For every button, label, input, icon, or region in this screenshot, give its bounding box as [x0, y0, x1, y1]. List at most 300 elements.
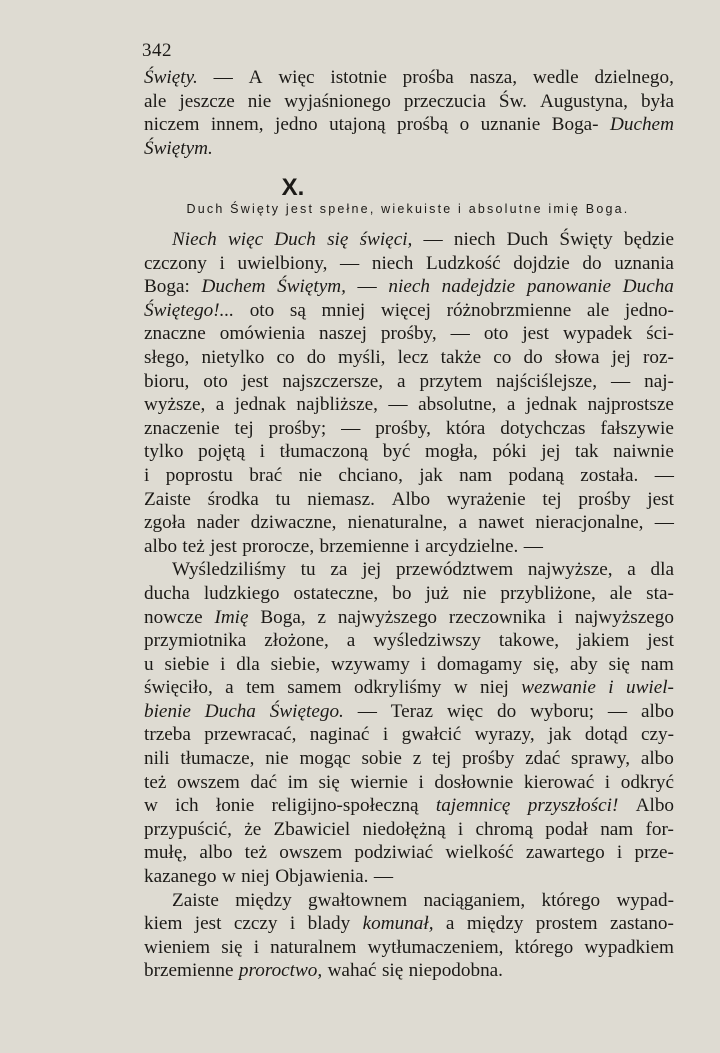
text-line: [144, 228, 674, 252]
word: a: [215, 394, 225, 416]
text-line: [144, 90, 674, 114]
word: —: [357, 700, 377, 722]
word: tej: [432, 748, 452, 770]
text-line: [144, 440, 674, 464]
word: się,: [533, 653, 560, 675]
word: wedle: [532, 67, 579, 88]
word: i: [616, 842, 623, 864]
word: —: [340, 252, 360, 274]
word: prośbą: [396, 114, 449, 136]
word: jej: [362, 559, 382, 581]
word: tylko: [144, 441, 184, 463]
word: także: [440, 346, 482, 368]
word: sprawy,: [571, 748, 631, 770]
word: w: [144, 795, 158, 817]
text-line: [144, 488, 674, 512]
word: wyboru;: [530, 700, 595, 722]
word: omówienia: [219, 323, 306, 345]
word: tak: [575, 441, 599, 463]
word: aby: [570, 653, 598, 675]
word: prośby,: [375, 417, 431, 439]
word: słego,: [144, 346, 190, 368]
word: tajemnicę: [435, 795, 511, 817]
word: jej: [541, 441, 561, 463]
word: ostateczne,: [293, 582, 379, 604]
word: więc: [446, 700, 484, 722]
text-line: [144, 629, 674, 653]
word: i: [382, 724, 389, 746]
word: brzemienne: [319, 535, 409, 557]
text-line: [144, 700, 674, 724]
word: naturalnem: [270, 936, 357, 958]
word: naszej: [318, 323, 367, 345]
word: niej: [241, 866, 270, 888]
word: Augustyna,: [540, 90, 628, 112]
word: święci,: [359, 229, 413, 250]
word: tem: [246, 677, 275, 699]
word: Teraz: [390, 700, 434, 722]
word: święciło,: [144, 677, 213, 699]
word: z: [412, 748, 422, 770]
word: najwyższego: [574, 606, 674, 628]
word: brzemienne: [144, 960, 234, 982]
word: Ducha: [622, 276, 674, 298]
word: i: [414, 535, 420, 557]
word: Świętego!...: [144, 299, 235, 321]
word: tłumaczoną: [279, 441, 369, 463]
word: podziwiać: [354, 842, 434, 864]
word: sobie: [361, 748, 402, 770]
word: dotąd: [584, 724, 628, 746]
word: z: [317, 606, 327, 628]
word: przybliżone,: [500, 582, 596, 604]
text-line: [144, 747, 674, 771]
word: znaczne: [144, 323, 206, 345]
word: Duch: [506, 229, 549, 250]
word: wieniem: [144, 936, 211, 958]
word: a: [225, 677, 234, 699]
word: tłumacze,: [180, 748, 255, 770]
word: wyrazy,: [474, 724, 535, 746]
word: między: [235, 889, 292, 911]
word: wiernie: [350, 771, 408, 793]
word: myśli,: [338, 346, 386, 368]
word: kiem: [144, 913, 183, 935]
word: i: [253, 936, 260, 958]
word: oto: [203, 370, 228, 392]
word: Święty: [559, 229, 613, 250]
word: znaczenie: [144, 417, 220, 439]
word: kierować: [523, 771, 595, 793]
word: niech: [371, 252, 414, 274]
word: była: [640, 90, 674, 112]
word: ale: [609, 582, 633, 604]
word: Świętego.: [269, 700, 344, 722]
chapter-number: X.: [281, 174, 305, 201]
word: też: [182, 535, 205, 557]
word: niech: [388, 276, 430, 298]
word: też: [144, 771, 167, 793]
word: prorocze,: [242, 535, 315, 557]
text-line: [144, 818, 674, 842]
word: Wyśledziliśmy: [172, 559, 286, 581]
word: istotnie: [330, 67, 387, 88]
word: —: [654, 512, 674, 534]
word: nienaturalne,: [347, 512, 448, 534]
word: do: [497, 700, 517, 722]
word: Albo: [391, 488, 431, 510]
word: naciąganiem,: [423, 889, 526, 911]
word: się: [381, 960, 404, 982]
word: się: [221, 936, 243, 958]
word: nader: [196, 512, 240, 534]
word: Zaiste: [144, 488, 191, 510]
word: fałszywie: [600, 417, 674, 439]
word: poprostu: [165, 464, 233, 486]
word: do: [523, 346, 543, 368]
word: przewództwem: [395, 559, 514, 581]
word: blady: [307, 913, 351, 935]
text-line: [144, 370, 674, 394]
word: i: [144, 464, 150, 486]
word: albo: [144, 535, 178, 557]
chapter-title: Duch Święty jest spełne, wiekuiste i absolutne imię Boga.: [186, 202, 630, 216]
word: wezwanie: [521, 677, 596, 699]
word: nieracjonalne,: [535, 512, 644, 534]
word: i: [418, 771, 424, 793]
word: —: [610, 370, 631, 392]
word: niech: [453, 229, 496, 250]
word: wypad-: [616, 889, 674, 911]
word: a: [458, 512, 468, 534]
word: być: [382, 441, 411, 463]
word: —: [607, 700, 628, 722]
word: jak: [548, 724, 572, 746]
text-line: [144, 794, 674, 818]
word: najszczersze,: [282, 370, 384, 392]
word: oto: [483, 323, 509, 345]
word: innem,: [210, 114, 264, 136]
word: mułę,: [144, 842, 188, 864]
word: bioru,: [144, 370, 190, 392]
word: Świętym,: [277, 276, 346, 298]
text-line: [144, 959, 674, 983]
word: jedno: [275, 114, 318, 136]
word: owszem: [176, 771, 240, 793]
word: i: [604, 771, 611, 793]
word: wyrażenie: [446, 488, 526, 510]
word: przytem: [419, 370, 483, 392]
word: która: [445, 417, 486, 439]
text-line: [144, 676, 674, 700]
word: nietylko: [201, 346, 265, 368]
word: a: [346, 630, 356, 652]
word: brać: [249, 464, 283, 486]
text-line: [144, 113, 674, 137]
word: wyśledziwszy: [373, 630, 481, 652]
page-number: 342: [142, 40, 172, 61]
word: wypadek: [562, 323, 633, 345]
word: do: [582, 252, 602, 274]
word: zawartego: [525, 842, 605, 864]
word: sta-: [646, 582, 674, 604]
word: niczem: [144, 114, 200, 136]
word: póki: [492, 441, 527, 463]
word: mogąc: [299, 748, 351, 770]
text-line: [144, 653, 674, 677]
word: jest: [210, 535, 237, 557]
text-line: [144, 606, 674, 630]
word: środka: [207, 488, 259, 510]
text-line: [144, 346, 674, 370]
text-line: [144, 582, 674, 606]
text-line: [144, 912, 674, 936]
word: są: [289, 299, 306, 321]
text-line: [144, 464, 674, 488]
word: Ducha: [204, 700, 256, 722]
word: bo: [392, 582, 412, 604]
word: nawet: [478, 512, 525, 534]
word: się: [327, 229, 349, 250]
word: nie: [265, 748, 289, 770]
word: religijno-społeczną: [271, 795, 419, 817]
word: zastano-: [609, 913, 674, 935]
word: arcydzielne.: [425, 535, 519, 557]
word: nowcze: [144, 606, 203, 628]
word: Boga:: [144, 276, 190, 298]
text-line: [144, 393, 674, 417]
text-line: [144, 299, 674, 323]
word: jedno-: [624, 299, 674, 321]
word: ale: [144, 90, 167, 112]
word: tej: [542, 488, 562, 510]
text-line: [144, 322, 674, 346]
word: chromą: [475, 818, 534, 840]
word: więcej: [380, 299, 431, 321]
word: złożone,: [264, 630, 329, 652]
text-line: [144, 417, 674, 441]
word: w: [453, 677, 468, 699]
word: i: [457, 818, 464, 840]
word: jej: [611, 346, 631, 368]
word: utajoną: [329, 114, 386, 136]
word: i: [259, 441, 265, 463]
word: i: [289, 913, 296, 935]
text-line: [144, 865, 674, 889]
word: pojętą: [198, 441, 245, 463]
text-line: [144, 535, 674, 559]
word: najprostsze: [587, 394, 674, 416]
word: przewracać,: [204, 724, 297, 746]
word: dla: [236, 653, 260, 675]
word: dla: [650, 559, 674, 581]
word: dotychczas: [500, 417, 586, 439]
word: owszem: [279, 842, 343, 864]
word: czczy: [233, 913, 278, 935]
word: Duch: [274, 229, 316, 250]
word: niedołężną: [362, 818, 446, 840]
word: słowa: [554, 346, 600, 368]
word: Świętym.: [144, 137, 213, 159]
word: ale: [586, 299, 610, 321]
word: wyższe,: [144, 394, 206, 416]
word: —: [450, 323, 470, 345]
word: prośby,: [380, 323, 437, 345]
word: więc: [227, 229, 264, 250]
word: Duchem: [201, 276, 266, 298]
word: trzeba: [144, 724, 191, 746]
word: roz-: [642, 346, 674, 368]
word: albo: [640, 700, 674, 722]
word: i: [420, 653, 427, 675]
word: jednak: [525, 394, 578, 416]
word: a: [627, 559, 636, 581]
word: wielkość: [445, 842, 514, 864]
word: czy-: [640, 724, 674, 746]
word: jest: [194, 913, 222, 935]
text-line: [144, 275, 674, 299]
word: co: [493, 346, 512, 368]
word: dosłownie: [434, 771, 514, 793]
word: Objawienia.: [275, 866, 369, 888]
word: prze-: [634, 842, 674, 864]
word: u: [144, 653, 154, 675]
word: ści-: [646, 323, 674, 345]
word: oto: [249, 299, 275, 321]
word: jest: [647, 630, 674, 652]
word: naj-: [644, 370, 674, 392]
word: gwałcić: [401, 724, 462, 746]
word: nam: [459, 464, 493, 486]
text-line: [144, 841, 674, 865]
word: nie: [247, 90, 272, 112]
text-line: [144, 252, 674, 276]
word: nasza,: [469, 67, 518, 88]
word: —: [357, 276, 377, 298]
word: uznanie: [480, 114, 541, 136]
word: —: [373, 866, 394, 888]
word: mogła,: [425, 441, 478, 463]
word: dzielnego,: [594, 67, 674, 88]
word: nili: [144, 748, 170, 770]
word: im: [287, 771, 308, 793]
word: a: [445, 913, 455, 935]
word: też: [244, 842, 268, 864]
word: dojdzie: [513, 252, 570, 274]
text-line: [144, 66, 674, 90]
word: co: [276, 346, 295, 368]
word: przeczucia: [403, 90, 486, 112]
word: —: [388, 394, 408, 416]
word: między: [466, 913, 524, 935]
word: Ludzkość: [426, 252, 501, 274]
word: wahać: [327, 960, 377, 982]
word: podał: [545, 818, 588, 840]
word: nam: [640, 653, 674, 675]
word: tej: [234, 417, 254, 439]
word: prośby: [462, 748, 515, 770]
text-line: [144, 137, 674, 161]
word: którego: [514, 936, 574, 958]
word: niej: [480, 677, 509, 699]
word: a: [396, 370, 406, 392]
word: zdać: [525, 748, 561, 770]
word: wzywamy: [331, 653, 410, 675]
word: uwiel-: [625, 677, 674, 699]
word: albo: [640, 748, 674, 770]
word: przypuścić,: [144, 818, 232, 840]
word: dać: [250, 771, 278, 793]
word: uwielbiony,: [237, 252, 328, 274]
word: została.: [580, 464, 639, 486]
word: siebie,: [270, 653, 321, 675]
word: jest: [647, 488, 674, 510]
word: zgoła: [144, 512, 186, 534]
word: nam: [600, 818, 634, 840]
word: jakiem: [577, 630, 630, 652]
word: ich: [175, 795, 199, 817]
word: mniej: [321, 299, 366, 321]
word: Albo: [635, 795, 674, 817]
word: nie: [298, 464, 323, 486]
word: chciano,: [338, 464, 403, 486]
word: komunał,: [362, 913, 434, 935]
word: o: [459, 114, 470, 136]
word: Zaiste: [172, 889, 219, 911]
word: rzeczownika: [448, 606, 546, 628]
text-line: [144, 889, 674, 913]
word: A: [248, 67, 263, 88]
word: którego: [541, 889, 601, 911]
word: —: [341, 417, 361, 439]
word: Boga-: [551, 114, 599, 136]
text-line: [144, 511, 674, 535]
word: ducha: [144, 582, 190, 604]
word: Święty.: [144, 67, 198, 88]
word: za: [330, 559, 348, 581]
word: kazanego: [144, 866, 217, 888]
word: tu: [300, 559, 316, 581]
word: Niech: [172, 229, 217, 250]
text-line: [144, 558, 674, 582]
word: do: [306, 346, 326, 368]
word: prośby: [578, 488, 631, 510]
word: więc: [278, 67, 315, 88]
word: odkryliśmy: [353, 677, 442, 699]
word: nadejdzie: [441, 276, 516, 298]
word: przyszłości!: [527, 795, 619, 817]
word: absolutne,: [418, 394, 497, 416]
word: proroctwo,: [238, 960, 323, 982]
word: najwyższego: [337, 606, 438, 628]
word: prostem: [535, 913, 598, 935]
word: już: [425, 582, 449, 604]
word: odkryć: [620, 771, 674, 793]
word: jednak: [234, 394, 286, 416]
word: różnobrzmienne: [446, 299, 572, 321]
word: podaną: [508, 464, 564, 486]
word: panowanie: [526, 276, 612, 298]
word: będzie: [623, 229, 674, 250]
word: najbliższe,: [296, 394, 378, 416]
word: gwałtownem: [308, 889, 408, 911]
word: Św.: [498, 90, 527, 112]
word: samem: [287, 677, 342, 699]
word: prośby;: [268, 417, 327, 439]
text-line: [144, 771, 674, 795]
word: dziwaczne,: [250, 512, 337, 534]
word: się: [608, 653, 630, 675]
